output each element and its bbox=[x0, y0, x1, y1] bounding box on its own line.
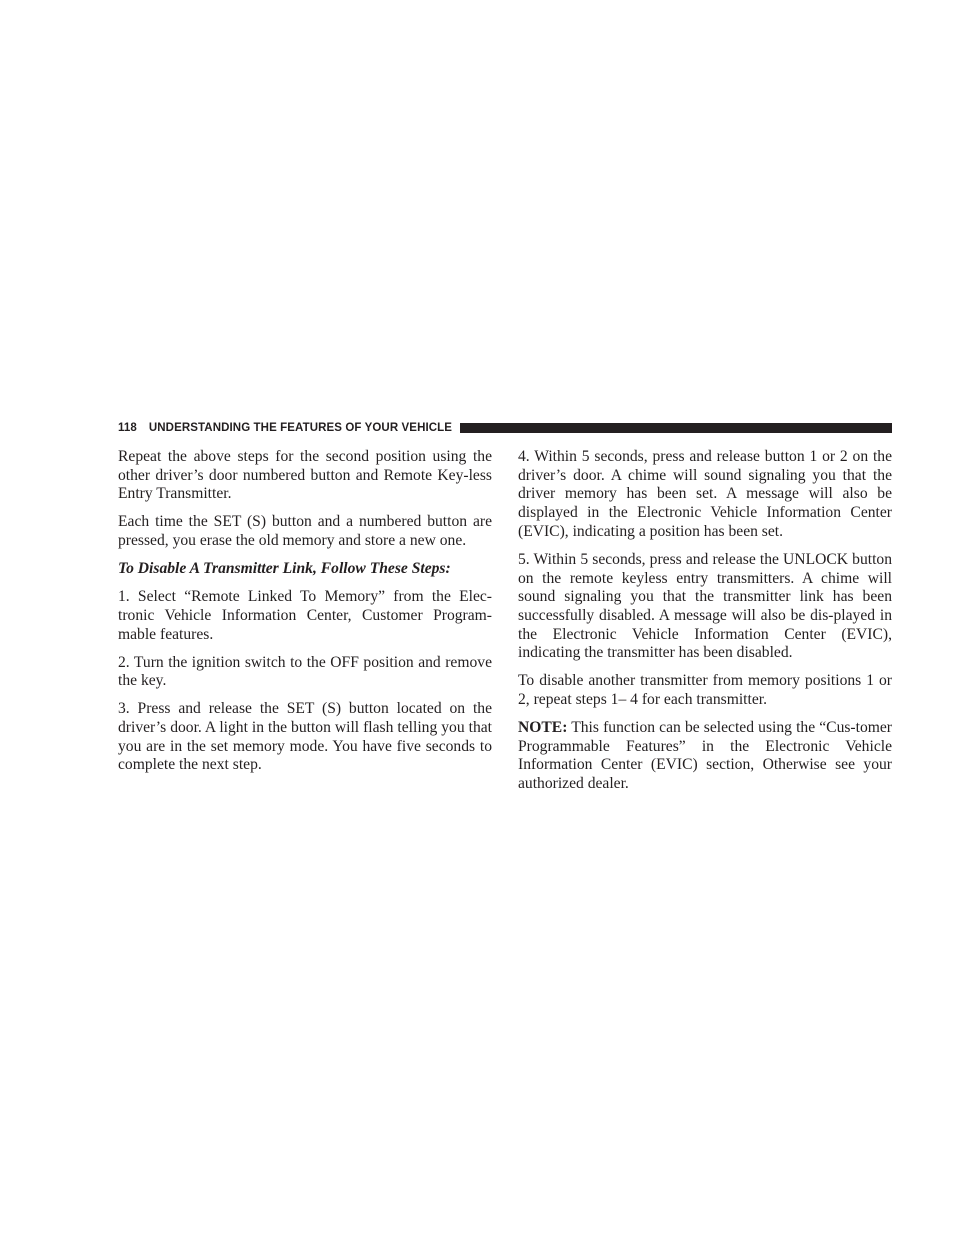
page-number: 118 bbox=[118, 422, 137, 434]
subheading-disable-link: To Disable A Transmitter Link, Follow These Steps: bbox=[118, 560, 451, 578]
paragraph-erase-memory: Each time the SET (S) button and a numbered button are pressed, you erase the old memory and store a new one. bbox=[118, 513, 492, 550]
step-3: 3. Press and release the SET (S) button located on the driver’s door. A light in the button will flash telling you that you are in the set memory mode. You have five seconds to complete the next step. bbox=[118, 700, 492, 774]
note-paragraph bbox=[518, 719, 892, 794]
header-rule bbox=[460, 423, 892, 433]
page-header bbox=[118, 420, 892, 436]
step-5: 5. Within 5 seconds, press and release the UNLOCK button on the remote keyless entry transmitters. A chime will sound signaling you that the transmitter link has been successfully disabled. A message will also be dis-played in the Electronic Vehicle Information Center (EVIC), indicating the transmitter has been disabled. bbox=[518, 550, 892, 662]
paragraph-repeat-steps: Repeat the above steps for the second position using the other driver’s door numbered button and Remote Key-less Entry Transmitter. bbox=[118, 448, 492, 503]
note-label: NOTE: bbox=[518, 719, 568, 737]
left-column bbox=[118, 448, 492, 784]
step-2: 2. Turn the ignition switch to the OFF position and remove the key. bbox=[118, 653, 492, 690]
step-1: 1. Select “Remote Linked To Memory” from the Elec-tronic Vehicle Information Center, Customer Program-mable features. bbox=[118, 588, 492, 643]
step-4: 4. Within 5 seconds, press and release button 1 or 2 on the driver’s door. A chime will sound signaling you that the driver memory has been set. A message will also be displayed in the Electronic Vehicle Information Center (EVIC), indicating a position has been set. bbox=[518, 448, 892, 540]
note-text: This function can be selected using the “Cus-tomer Programmable Features” in the Electronic Vehicle Information Center (EVIC) section, Otherwise see your authorized dealer. bbox=[518, 719, 892, 793]
right-column bbox=[518, 448, 892, 803]
section-title: UNDERSTANDING THE FEATURES OF YOUR VEHICLE bbox=[148, 422, 453, 434]
paragraph-disable-another: To disable another transmitter from memory positions 1 or 2, repeat steps 1– 4 for each transmitter. bbox=[518, 672, 892, 709]
